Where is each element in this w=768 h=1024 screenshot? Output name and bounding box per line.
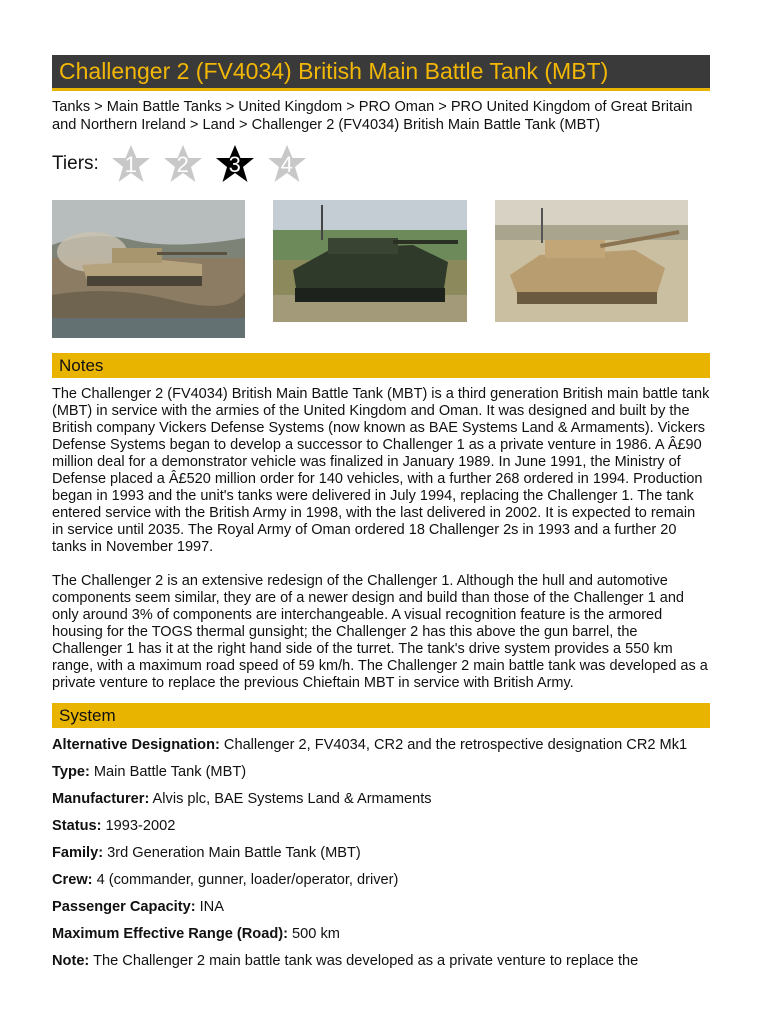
breadcrumb[interactable]: Tanks > Main Battle Tanks > United Kingdom > PRO Oman > PRO United Kingdom of Great Britain and Northern Ireland > Land > Challenger 2 (FV4034) British Main Battle Tank (MBT) (52, 99, 693, 133)
tank-photo-1[interactable] (52, 200, 245, 338)
tier-star-3-number: 3 (228, 152, 241, 177)
spec-note (52, 953, 710, 970)
spec-label: Note: (52, 953, 90, 969)
tier-star-1-number: 1 (124, 152, 137, 177)
spec-value: INA (195, 899, 224, 915)
spec-value: 4 (commander, gunner, loader/operator, driver) (92, 872, 399, 888)
tier-star-4-number: 4 (280, 152, 293, 177)
spec-status (52, 818, 710, 835)
spec-passenger-capacity (52, 899, 710, 916)
spec-value: Main Battle Tank (MBT) (89, 764, 247, 780)
title-bar (52, 55, 710, 91)
spec-type (52, 764, 710, 781)
tier-star-1-icon[interactable] (109, 144, 153, 184)
spec-label: Passenger Capacity: (52, 899, 196, 915)
spec-value: 500 km (287, 926, 340, 942)
page-title: Challenger 2 (FV4034) British Main Battle Tank (MBT) (59, 58, 609, 84)
spec-label: Status: (52, 818, 102, 834)
tiers-rating (52, 144, 710, 184)
tier-star-4-icon[interactable] (265, 144, 309, 184)
spec-crew (52, 872, 710, 889)
tier-star-2-icon[interactable] (161, 144, 205, 184)
spec-label: Maximum Effective Range (Road): (52, 926, 288, 942)
tier-star-3-icon[interactable] (213, 144, 257, 184)
spec-family (52, 845, 710, 862)
tier-star-2-number: 2 (176, 152, 189, 177)
spec-label: Family: (52, 845, 104, 861)
spec-value: 1993-2002 (101, 818, 176, 834)
spec-value: The Challenger 2 main battle tank was developed as a private venture to replace the (89, 953, 639, 969)
spec-manufacturer (52, 791, 710, 808)
photo-gallery (52, 200, 710, 340)
spec-alternative-designation (52, 737, 710, 754)
notes-heading: Notes (52, 353, 710, 378)
spec-value: 3rd Generation Main Battle Tank (MBT) (103, 845, 361, 861)
tank-photo-3[interactable] (495, 200, 688, 322)
notes-paragraph-2: The Challenger 2 is an extensive redesign of the Challenger 1. Although the hull and automotive components seem similar, they are of a newer design and build than those of the Challenger 1 and only around 3% of components are interchangeable. A visual recognition feature is the armored housing for the TOGS thermal gunsight; the Challenger 2 has this above the gun barrel, the Challenger 1 has it at the right hand side of the turret. The tank's drive system provides a 550 km range, with a maximum road speed of 59 km/h. The Challenger 2 main battle tank was developed as a private venture to replace the previous Chieftain MBT in service with British Army. (52, 573, 708, 691)
spec-label: Type: (52, 764, 90, 780)
spec-label: Alternative Designation: (52, 737, 220, 753)
article (52, 55, 710, 970)
spec-label: Crew: (52, 872, 93, 888)
spec-maximum-range (52, 926, 710, 943)
spec-value: Alvis plc, BAE Systems Land & Armaments (149, 791, 432, 807)
spec-value: Challenger 2, FV4034, CR2 and the retrospective designation CR2 Mk1 (219, 737, 688, 753)
system-specs (52, 737, 710, 970)
spec-label: Manufacturer: (52, 791, 150, 807)
notes-paragraph-1: The Challenger 2 (FV4034) British Main Battle Tank (MBT) is a third generation British main battle tank (MBT) in service with the armies of the United Kingdom and Oman. It was designed and built by the British company Vickers Defense Systems (now known as BAE Systems Land & Armaments). Vickers Defense Systems began to develop a successor to Challenger 1 as a private venture in 1986. A Â£90 million deal for a demonstrator vehicle was finalized in January 1989. In June 1991, the Ministry of Defense placed a Â£520 million order for 140 vehicles, with a further 268 ordered in 1994. Production began in 1993 and the unit's tanks were delivered in July 1994, replacing the Challenger 1. The tank entered service with the British Army in 1998, with the last delivered in 2002. It is expected to remain in service until 2035. The Royal Army of Oman ordered 18 Challenger 2s in 1993 and a further 20 tanks in November 1997. (52, 386, 710, 555)
system-heading: System (52, 703, 710, 728)
tank-photo-2[interactable] (273, 200, 467, 322)
tiers-label: Tiers: (52, 153, 99, 174)
